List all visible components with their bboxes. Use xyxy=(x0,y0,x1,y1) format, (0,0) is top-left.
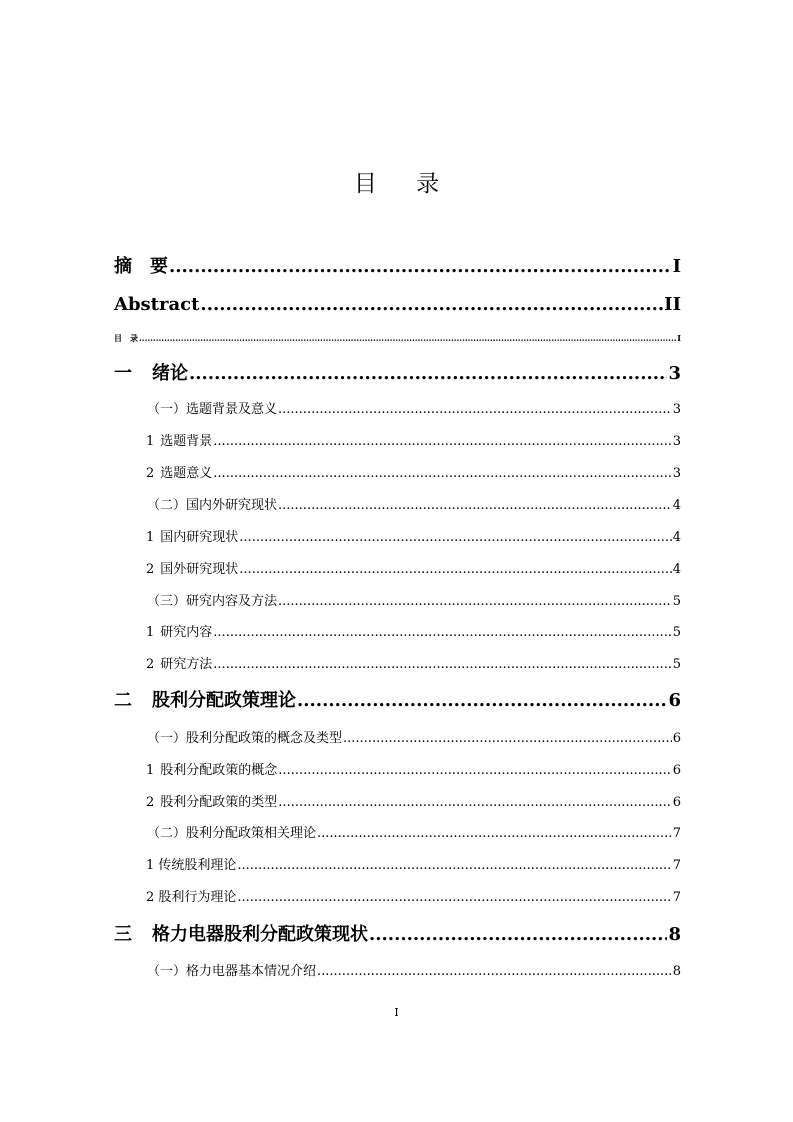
dot-leader xyxy=(297,690,667,711)
dot-leader xyxy=(139,333,676,343)
toc-entry-number: 二 xyxy=(114,690,132,711)
toc-entry-page: 3 xyxy=(668,363,681,384)
toc-entry[interactable] xyxy=(146,854,681,873)
toc-entry-page: II xyxy=(664,294,681,315)
toc-entry-page: 3 xyxy=(672,402,681,417)
toc-entry[interactable] xyxy=(146,759,681,778)
toc-entry-page: 4 xyxy=(672,498,681,513)
toc-entry[interactable] xyxy=(146,621,681,640)
toc-entry-label: （二）国内外研究现状 xyxy=(147,498,278,513)
toc-entry-label: 1 传统股利理论 xyxy=(146,858,237,873)
toc-entry-page: 8 xyxy=(668,924,681,945)
dot-leader xyxy=(317,964,672,979)
toc-entry-label: Abstract xyxy=(114,294,200,315)
toc-entry[interactable] xyxy=(146,526,681,545)
toc-entry-label xyxy=(114,359,188,385)
toc-entry-page: 5 xyxy=(672,657,681,672)
dot-leader xyxy=(369,924,667,945)
toc-entry-text: 选题背景 xyxy=(160,434,213,449)
toc-entry-text: 绪论 xyxy=(152,363,188,384)
toc-entry[interactable] xyxy=(146,791,681,810)
toc-entry-page: 7 xyxy=(672,826,681,841)
dot-leader xyxy=(213,466,671,481)
toc-entry[interactable] xyxy=(146,558,681,577)
toc-entry-page: 7 xyxy=(672,890,681,905)
toc-entry[interactable] xyxy=(147,590,681,609)
toc-entry-text: 股利分配政策理论 xyxy=(152,690,296,711)
dot-leader xyxy=(278,402,672,417)
dot-leader xyxy=(213,625,671,640)
toc-entry-number: 一 xyxy=(114,363,132,384)
dot-leader xyxy=(169,256,672,277)
toc-entry-label xyxy=(146,759,277,778)
toc-entry-page: I xyxy=(677,333,681,343)
toc-entry-text: 国内研究现状 xyxy=(160,530,239,545)
dot-leader xyxy=(343,731,672,746)
dot-leader xyxy=(200,294,663,315)
dot-leader xyxy=(239,530,671,545)
toc-entry[interactable] xyxy=(114,359,681,385)
dot-leader xyxy=(317,826,672,841)
toc-entry[interactable] xyxy=(146,430,681,449)
toc-entry[interactable] xyxy=(146,886,681,905)
dot-leader xyxy=(237,890,671,905)
toc-entry-label xyxy=(146,621,212,640)
toc-entry-label xyxy=(146,558,238,577)
toc-entry-number: 2 xyxy=(146,562,155,577)
toc-entry-page: 6 xyxy=(672,731,681,746)
page-number: I xyxy=(394,1006,399,1019)
toc-entry[interactable] xyxy=(147,822,681,841)
toc-entry[interactable] xyxy=(114,333,681,344)
toc-entry-text: 选题意义 xyxy=(160,466,213,481)
toc-entry-number: 1 xyxy=(146,625,155,640)
toc-entry-page: 6 xyxy=(668,690,681,711)
toc-entry-page: 7 xyxy=(672,858,681,873)
dot-leader xyxy=(213,657,671,672)
toc-entry-label: 摘 要 xyxy=(114,256,168,277)
toc-entry-label: （一）格力电器基本情况介绍 xyxy=(147,964,317,979)
toc-entry-number: 1 xyxy=(146,434,155,449)
toc-entry-label xyxy=(114,920,368,946)
toc-entry[interactable] xyxy=(114,294,681,315)
toc-entry-text: 研究内容 xyxy=(160,625,213,640)
dot-leader xyxy=(239,562,671,577)
toc-entry-number: 三 xyxy=(114,924,132,945)
toc-entry-number: 2 xyxy=(146,466,155,481)
toc-entry-label xyxy=(146,653,212,672)
toc-entry-page: 6 xyxy=(672,795,681,810)
toc-entry-text: 股利分配政策的概念 xyxy=(160,763,278,778)
toc-entry-page: I xyxy=(672,256,681,277)
toc-entry-label xyxy=(146,430,212,449)
toc-entry-page: 4 xyxy=(672,530,681,545)
toc-entry-page: 3 xyxy=(672,466,681,481)
toc-entry-text: 格力电器股利分配政策现状 xyxy=(152,924,368,945)
dot-leader xyxy=(189,363,667,384)
toc-entry[interactable] xyxy=(147,727,681,746)
dot-leader xyxy=(213,434,671,449)
toc-entry-text: 股利分配政策的类型 xyxy=(160,795,278,810)
dot-leader xyxy=(278,763,671,778)
toc-entry-label: （一）股利分配政策的概念及类型 xyxy=(147,731,343,746)
page-title: 目 录 xyxy=(353,171,456,197)
toc-entry-page: 5 xyxy=(672,594,681,609)
toc-entry-page: 8 xyxy=(672,964,681,979)
toc-entry-number: 1 xyxy=(146,763,155,778)
toc-entry-label: （三）研究内容及方法 xyxy=(147,594,278,609)
toc-entry[interactable] xyxy=(146,462,681,481)
toc-entry-label: 目 录 xyxy=(114,333,138,343)
toc-entry[interactable] xyxy=(114,252,681,278)
dot-leader xyxy=(278,795,671,810)
toc-entry[interactable] xyxy=(147,960,681,979)
toc-entry-label xyxy=(146,791,277,810)
toc-entry-page: 3 xyxy=(672,434,681,449)
dot-leader xyxy=(237,858,671,873)
toc-entry-number: 2 xyxy=(146,795,155,810)
toc-entry-text: 研究方法 xyxy=(160,657,213,672)
toc-entry-page: 6 xyxy=(672,763,681,778)
toc-entry-label xyxy=(114,686,296,712)
toc-entry[interactable] xyxy=(146,653,681,672)
toc-entry-label xyxy=(146,526,238,545)
toc-entry[interactable] xyxy=(147,398,681,417)
toc-entry-label: 2 股利行为理论 xyxy=(146,890,237,905)
dot-leader xyxy=(278,498,672,513)
toc-entry-text: 国外研究现状 xyxy=(160,562,239,577)
toc-entry-label xyxy=(146,462,212,481)
toc-entry-page: 4 xyxy=(672,562,681,577)
toc-entry-label: （二）股利分配政策相关理论 xyxy=(147,826,317,841)
toc-entry-label: （一）选题背景及意义 xyxy=(147,402,278,417)
toc-entry-number: 1 xyxy=(146,530,155,545)
toc-entry-number: 2 xyxy=(146,657,155,672)
toc-entry[interactable] xyxy=(147,494,681,513)
dot-leader xyxy=(278,594,672,609)
toc-entry[interactable] xyxy=(114,920,681,946)
toc-entry[interactable] xyxy=(114,686,681,712)
toc-entry-page: 5 xyxy=(672,625,681,640)
